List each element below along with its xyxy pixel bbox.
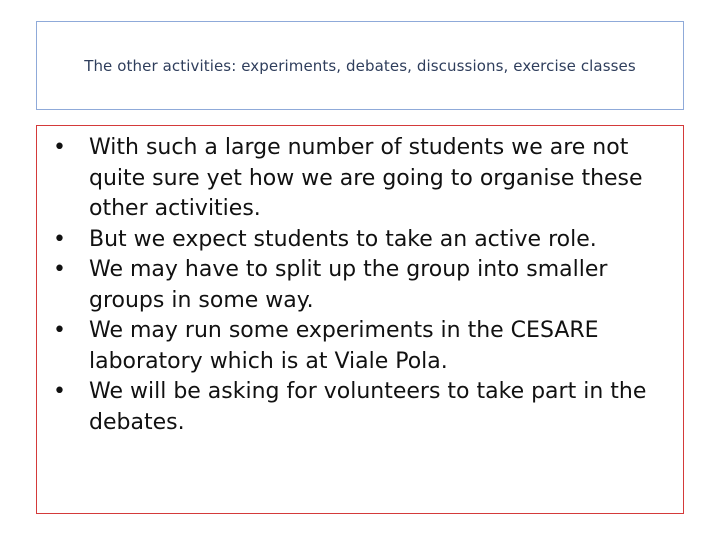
content-box bbox=[36, 125, 684, 514]
slide-title: The other activities: experiments, debates, discussions, exercise classes bbox=[84, 56, 636, 75]
bullet-icon: • bbox=[53, 135, 66, 160]
bullet-list bbox=[53, 133, 673, 438]
title-box bbox=[36, 21, 684, 110]
bullet-icon: • bbox=[53, 318, 66, 343]
bullet-icon: • bbox=[53, 226, 66, 252]
bullet-text: We may have to split up the group into smaller groups in some way. bbox=[89, 257, 608, 313]
bullet-icon: • bbox=[53, 257, 66, 282]
bullet-icon: • bbox=[53, 379, 66, 404]
bullet-text: We may run some experiments in the CESARE laboratory which is at Viale Pola. bbox=[89, 318, 599, 374]
bullet-text: We will be asking for volunteers to take part in the debates. bbox=[89, 379, 647, 435]
bullet-item bbox=[53, 225, 673, 256]
bullet-text: With such a large number of students we are not quite sure yet how we are going to organise these other activities. bbox=[89, 135, 643, 221]
bullet-item bbox=[53, 133, 673, 225]
bullet-item bbox=[53, 255, 673, 316]
bullet-item bbox=[53, 316, 673, 377]
bullet-text: But we expect students to take an active role. bbox=[89, 226, 597, 252]
bullet-item bbox=[53, 377, 673, 438]
